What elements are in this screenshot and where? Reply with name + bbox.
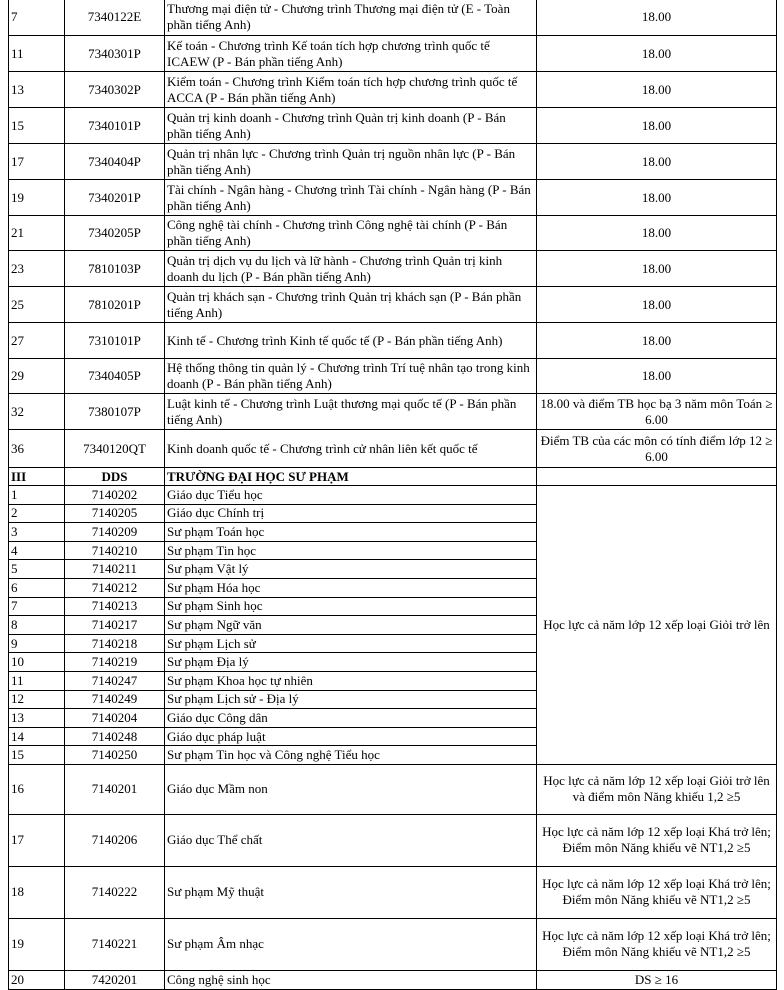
admission-requirement: 18.00 — [537, 251, 777, 287]
program-name: Quản trị kinh doanh - Chương trình Quản trị kinh doanh (P - Bán phần tiếng Anh) — [165, 108, 537, 144]
row-number: 15 — [9, 108, 65, 144]
program-name: Sư phạm Hóa học — [165, 578, 537, 597]
program-name: Sư phạm Tin học — [165, 541, 537, 560]
admission-requirement: 18.00 và điểm TB học bạ 3 năm môn Toán ≥ 6.00 — [537, 394, 777, 430]
row-number: 12 — [9, 690, 65, 709]
program-code: 7340122E — [65, 0, 165, 36]
program-code: 7340404P — [65, 144, 165, 180]
row-number: 23 — [9, 251, 65, 287]
admission-requirement: 18.00 — [537, 323, 777, 359]
program-name: Sư phạm Âm nhạc — [165, 918, 537, 970]
row-number: 3 — [9, 523, 65, 542]
program-name: Giáo dục pháp luật — [165, 727, 537, 746]
program-code: 7140206 — [65, 814, 165, 866]
program-code: 7140219 — [65, 653, 165, 672]
program-name: Sư phạm Mỹ thuật — [165, 866, 537, 918]
row-number: 8 — [9, 616, 65, 635]
program-code: 7140211 — [65, 560, 165, 579]
program-code: 7340120QT — [65, 430, 165, 468]
row-number: 29 — [9, 359, 65, 394]
table-row — [9, 144, 777, 180]
admission-requirement: 18.00 — [537, 0, 777, 36]
row-number: 4 — [9, 541, 65, 560]
group-admission-requirement: Học lực cả năm lớp 12 xếp loại Giỏi trở lên — [537, 486, 777, 765]
admission-requirement: 18.00 — [537, 108, 777, 144]
row-number: 17 — [9, 814, 65, 866]
program-code: 7140250 — [65, 746, 165, 765]
program-name: Thương mại điện tử - Chương trình Thương mại điện tử (E - Toàn phần tiếng Anh) — [165, 0, 537, 36]
program-code: 7340205P — [65, 216, 165, 251]
row-number: 9 — [9, 634, 65, 653]
row-number: 19 — [9, 918, 65, 970]
table-row — [9, 394, 777, 430]
program-name: Hệ thống thông tin quản lý - Chương trình Trí tuệ nhân tạo trong kinh doanh (P - Bán phần tiếng Anh) — [165, 359, 537, 394]
admission-requirement: 18.00 — [537, 287, 777, 323]
section-code: DDS — [65, 468, 165, 486]
program-name: Sư phạm Địa lý — [165, 653, 537, 672]
row-number: 1 — [9, 486, 65, 505]
admission-requirement: 18.00 — [537, 216, 777, 251]
table-row — [9, 430, 777, 468]
program-code: 7140213 — [65, 597, 165, 616]
program-name: Sư phạm Tin học và Công nghệ Tiểu học — [165, 746, 537, 765]
program-name: Sư phạm Lịch sử - Địa lý — [165, 690, 537, 709]
row-number: 19 — [9, 180, 65, 216]
row-number: 16 — [9, 764, 65, 814]
table-row — [9, 251, 777, 287]
row-number: 7 — [9, 597, 65, 616]
section-requirement-empty — [537, 468, 777, 486]
program-name: Quản trị khách sạn - Chương trình Quản trị khách sạn (P - Bán phần tiếng Anh) — [165, 287, 537, 323]
admission-requirement: DS ≥ 16 — [537, 970, 777, 989]
program-code: 7420201 — [65, 970, 165, 989]
program-name: Kinh tế - Chương trình Kinh tế quốc tế (P - Bán phần tiếng Anh) — [165, 323, 537, 359]
program-name: Tài chính - Ngân hàng - Chương trình Tài chính - Ngân hàng (P - Bán phần tiếng Anh) — [165, 180, 537, 216]
table-row — [9, 180, 777, 216]
row-number: 27 — [9, 323, 65, 359]
row-number: 2 — [9, 504, 65, 523]
program-name: Kinh doanh quốc tế - Chương trình cử nhân liên kết quốc tế — [165, 430, 537, 468]
program-code: 7140249 — [65, 690, 165, 709]
program-code: 7310101P — [65, 323, 165, 359]
program-code: 7810103P — [65, 251, 165, 287]
table-row — [9, 108, 777, 144]
row-number: 14 — [9, 727, 65, 746]
table-row — [9, 970, 777, 989]
section-title: TRƯỜNG ĐẠI HỌC SƯ PHẠM — [165, 468, 537, 486]
row-number: 13 — [9, 709, 65, 728]
program-name: Sư phạm Sinh học — [165, 597, 537, 616]
admission-requirement: Học lực cả năm lớp 12 xếp loại Khá trở lên; Điểm môn Năng khiếu vẽ NT1,2 ≥5 — [537, 918, 777, 970]
program-code: 7380107P — [65, 394, 165, 430]
admission-requirement: Học lực cả năm lớp 12 xếp loại Giỏi trở lên và điểm môn Năng khiếu 1,2 ≥5 — [537, 764, 777, 814]
row-number: 10 — [9, 653, 65, 672]
table-row — [9, 72, 777, 108]
table-row — [9, 918, 777, 970]
program-code: 7140247 — [65, 671, 165, 690]
program-code: 7340302P — [65, 72, 165, 108]
program-name: Giáo dục Thể chất — [165, 814, 537, 866]
table-body — [9, 0, 777, 989]
admission-requirement: 18.00 — [537, 36, 777, 72]
program-code: 7140248 — [65, 727, 165, 746]
program-code: 7140212 — [65, 578, 165, 597]
program-code: 7340201P — [65, 180, 165, 216]
section-number: III — [9, 468, 65, 486]
program-name: Quản trị dịch vụ du lịch và lữ hành - Chương trình Quản trị kinh doanh du lịch (P - Bán phần tiếng Anh) — [165, 251, 537, 287]
program-name: Luật kinh tế - Chương trình Luật thương mại quốc tế (P - Bán phần tiếng Anh) — [165, 394, 537, 430]
table-row — [9, 0, 777, 36]
program-code: 7340405P — [65, 359, 165, 394]
row-number: 11 — [9, 671, 65, 690]
row-number: 7 — [9, 0, 65, 36]
row-number: 6 — [9, 578, 65, 597]
program-name: Sư phạm Khoa học tự nhiên — [165, 671, 537, 690]
program-name: Công nghệ tài chính - Chương trình Công nghệ tài chính (P - Bán phần tiếng Anh) — [165, 216, 537, 251]
program-code: 7140221 — [65, 918, 165, 970]
program-name: Giáo dục Công dân — [165, 709, 537, 728]
row-number: 25 — [9, 287, 65, 323]
program-name: Kế toán - Chương trình Kế toán tích hợp chương trình quốc tế ICAEW (P - Bán phần tiếng Anh) — [165, 36, 537, 72]
program-code: 7810201P — [65, 287, 165, 323]
row-number: 17 — [9, 144, 65, 180]
program-code: 7140202 — [65, 486, 165, 505]
admission-requirement: 18.00 — [537, 144, 777, 180]
admission-requirement: 18.00 — [537, 180, 777, 216]
program-name: Giáo dục Chính trị — [165, 504, 537, 523]
row-number: 15 — [9, 746, 65, 765]
program-name: Sư phạm Toán học — [165, 523, 537, 542]
table-row — [9, 323, 777, 359]
table-row — [9, 486, 777, 505]
program-code: 7140201 — [65, 764, 165, 814]
row-number: 11 — [9, 36, 65, 72]
program-name: Quản trị nhân lực - Chương trình Quản trị nguồn nhân lực (P - Bán phần tiếng Anh) — [165, 144, 537, 180]
program-code: 7140204 — [65, 709, 165, 728]
admission-requirement: Học lực cả năm lớp 12 xếp loại Khá trở lên; Điểm môn Năng khiếu vẽ NT1,2 ≥5 — [537, 866, 777, 918]
program-name: Sư phạm Vật lý — [165, 560, 537, 579]
program-name: Sư phạm Ngữ văn — [165, 616, 537, 635]
row-number: 32 — [9, 394, 65, 430]
row-number: 5 — [9, 560, 65, 579]
program-name: Giáo dục Tiểu học — [165, 486, 537, 505]
row-number: 21 — [9, 216, 65, 251]
table-row — [9, 764, 777, 814]
admission-requirement: 18.00 — [537, 72, 777, 108]
admission-requirement: Học lực cả năm lớp 12 xếp loại Khá trở lên; Điểm môn Năng khiếu vẽ NT1,2 ≥5 — [537, 814, 777, 866]
row-number: 13 — [9, 72, 65, 108]
program-name: Giáo dục Mầm non — [165, 764, 537, 814]
program-code: 7140210 — [65, 541, 165, 560]
section-header-row — [9, 468, 777, 486]
table-row — [9, 36, 777, 72]
row-number: 20 — [9, 970, 65, 989]
row-number: 36 — [9, 430, 65, 468]
row-number: 18 — [9, 866, 65, 918]
table-row — [9, 287, 777, 323]
admission-requirement: Điểm TB của các môn có tính điểm lớp 12 ≥ 6.00 — [537, 430, 777, 468]
program-code: 7140218 — [65, 634, 165, 653]
table-row — [9, 814, 777, 866]
table-row — [9, 866, 777, 918]
program-code: 7140217 — [65, 616, 165, 635]
program-name: Sư phạm Lịch sử — [165, 634, 537, 653]
program-name: Kiểm toán - Chương trình Kiểm toán tích hợp chương trình quốc tế ACCA (P - Bán phần tiếng Anh) — [165, 72, 537, 108]
table-row — [9, 216, 777, 251]
admission-table — [8, 0, 777, 990]
program-code: 7140205 — [65, 504, 165, 523]
program-code: 7140222 — [65, 866, 165, 918]
admission-requirement: 18.00 — [537, 359, 777, 394]
program-name: Công nghệ sinh học — [165, 970, 537, 989]
program-code: 7140209 — [65, 523, 165, 542]
program-code: 7340301P — [65, 36, 165, 72]
program-code: 7340101P — [65, 108, 165, 144]
table-row — [9, 359, 777, 394]
